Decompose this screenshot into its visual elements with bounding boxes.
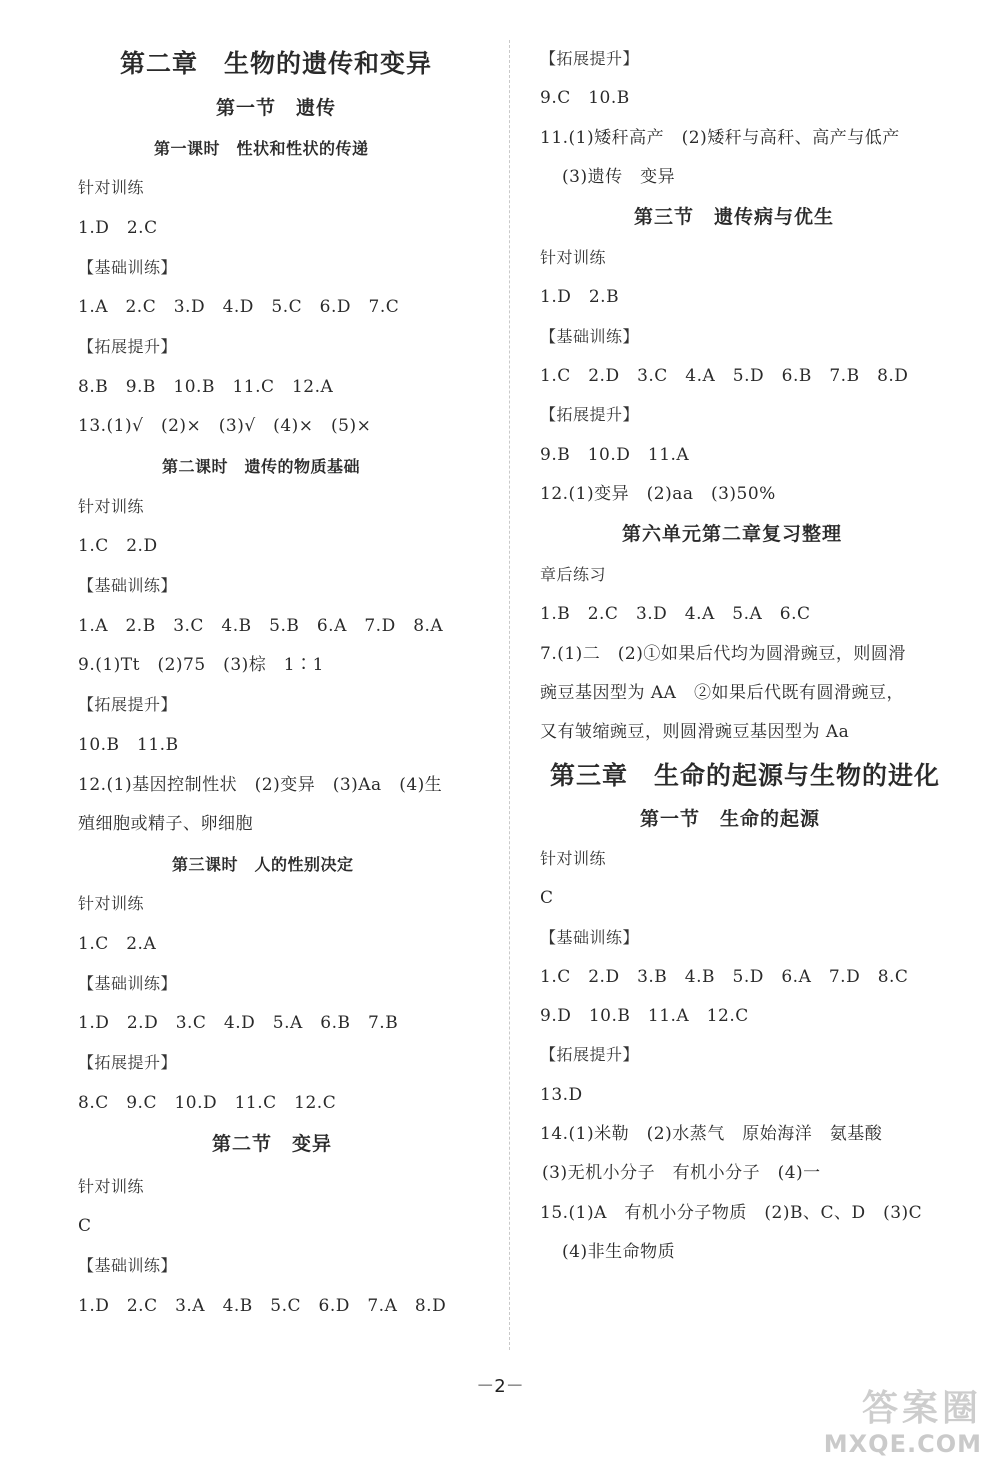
answer-line: 殖细胞或精子、卵细胞	[78, 814, 253, 834]
answer-line: C	[78, 1216, 92, 1236]
review-title: 第六单元第二章复习整理	[622, 523, 843, 545]
answer-line: 1.A 2.B 3.C 4.B 5.B 6.A 7.D 8.A	[78, 616, 444, 636]
section-title: 第三节 遗传病与优生	[634, 206, 835, 228]
answer-line: 9.(1)Tt (2)75 (3)棕 1∶1	[78, 655, 324, 675]
exercise-label: 【拓展提升】	[78, 337, 178, 356]
answer-line: 9.C 10.B	[540, 88, 630, 108]
lesson-title: 第三课时 人的性别决定	[172, 855, 354, 874]
answer-line: 1.A 2.C 3.D 4.D 5.C 6.D 7.C	[78, 297, 400, 317]
answer-line: 15.(1)A 有机小分子物质 (2)B、C、D (3)C	[540, 1203, 923, 1223]
answer-line: 14.(1)米勒 (2)水蒸气 原始海洋 氨基酸	[540, 1124, 883, 1144]
answer-line: (4)非生命物质	[562, 1242, 676, 1262]
answer-line: 豌豆基因型为 AA ②如果后代既有圆滑豌豆，	[540, 683, 904, 703]
answer-line: 1.C 2.D 3.C 4.A 5.D 6.B 7.B 8.D	[540, 366, 909, 386]
answer-line: 7.(1)二 (2)①如果后代均为圆滑豌豆，则圆滑	[540, 644, 906, 664]
answer-line: 12.(1)变异 (2)aa (3)50%	[540, 484, 776, 504]
exercise-label: 【基础训练】	[78, 974, 178, 993]
answer-line: 11.(1)矮秆高产 (2)矮秆与高秆、高产与低产	[540, 128, 900, 148]
answer-line: 1.B 2.C 3.D 4.A 5.A 6.C	[540, 604, 811, 624]
exercise-label: 针对训练	[78, 497, 145, 516]
answer-line: 1.D 2.D 3.C 4.D 5.A 6.B 7.B	[78, 1013, 399, 1033]
chapter-title: 第三章 生命的起源与生物的进化	[550, 761, 941, 790]
exercise-label: 针对训练	[78, 1177, 145, 1196]
exercise-label: 【基础训练】	[540, 327, 640, 346]
section-title: 第一节 生命的起源	[640, 808, 821, 830]
answer-line: (3)遗传 变异	[562, 167, 676, 187]
lesson-title: 第二课时 遗传的物质基础	[162, 457, 361, 476]
answer-line: 8.C 9.C 10.D 11.C 12.C	[78, 1093, 337, 1113]
watermark-text: 答案圈	[861, 1388, 982, 1429]
exercise-label: 针对训练	[78, 894, 145, 913]
answer-line: 13.D	[540, 1085, 583, 1105]
answer-line: 1.D 2.C 3.A 4.B 5.C 6.D 7.A 8.D	[78, 1296, 447, 1316]
exercise-label: 针对训练	[78, 178, 145, 197]
exercise-label: 【基础训练】	[540, 928, 640, 947]
watermark-logo	[792, 1388, 982, 1466]
answer-line: 1.C 2.D 3.B 4.B 5.D 6.A 7.D 8.C	[540, 967, 909, 987]
section-title: 第二节 变异	[212, 1133, 333, 1155]
chapter-title: 第二章 生物的遗传和变异	[120, 49, 433, 78]
page-number: －2－	[476, 1376, 524, 1397]
answer-line: 9.B 10.D 11.A	[540, 445, 690, 465]
exercise-label: 【基础训练】	[78, 1256, 178, 1275]
answer-line: 1.D 2.B	[540, 287, 620, 307]
answer-line: C	[540, 888, 554, 908]
answer-line: 10.B 11.B	[78, 735, 179, 755]
answer-line: 1.C 2.A	[78, 934, 157, 954]
exercise-label: 【拓展提升】	[540, 405, 640, 424]
answer-line: 1.D 2.C	[78, 218, 158, 238]
exercise-label: 【拓展提升】	[78, 695, 178, 714]
column-divider	[509, 40, 510, 1350]
lesson-title: 第一课时 性状和性状的传递	[154, 139, 369, 158]
answer-line: 又有皱缩豌豆，则圆滑豌豆基因型为 Aa	[540, 722, 850, 742]
exercise-label: 针对训练	[540, 849, 607, 868]
answer-line: 1.C 2.D	[78, 536, 158, 556]
section-title: 第一节 遗传	[216, 97, 337, 119]
watermark-url: MXQE.COM	[823, 1430, 982, 1458]
exercise-label: 针对训练	[540, 248, 607, 267]
answer-line: 9.D 10.B 11.A 12.C	[540, 1006, 749, 1026]
answer-line: (3)无机小分子 有机小分子 (4)一	[542, 1163, 821, 1183]
exercise-label: 【拓展提升】	[540, 49, 640, 68]
exercise-label: 【基础训练】	[78, 258, 178, 277]
answer-line: 13.(1)√ (2)× (3)√ (4)× (5)×	[78, 416, 372, 436]
exercise-label: 【拓展提升】	[78, 1053, 178, 1072]
answer-line: 12.(1)基因控制性状 (2)变异 (3)Aa (4)生	[78, 775, 443, 795]
exercise-label: 【拓展提升】	[540, 1045, 640, 1064]
exercise-label: 章后练习	[540, 565, 607, 584]
exercise-label: 【基础训练】	[78, 576, 178, 595]
answer-line: 8.B 9.B 10.B 11.C 12.A	[78, 377, 334, 397]
